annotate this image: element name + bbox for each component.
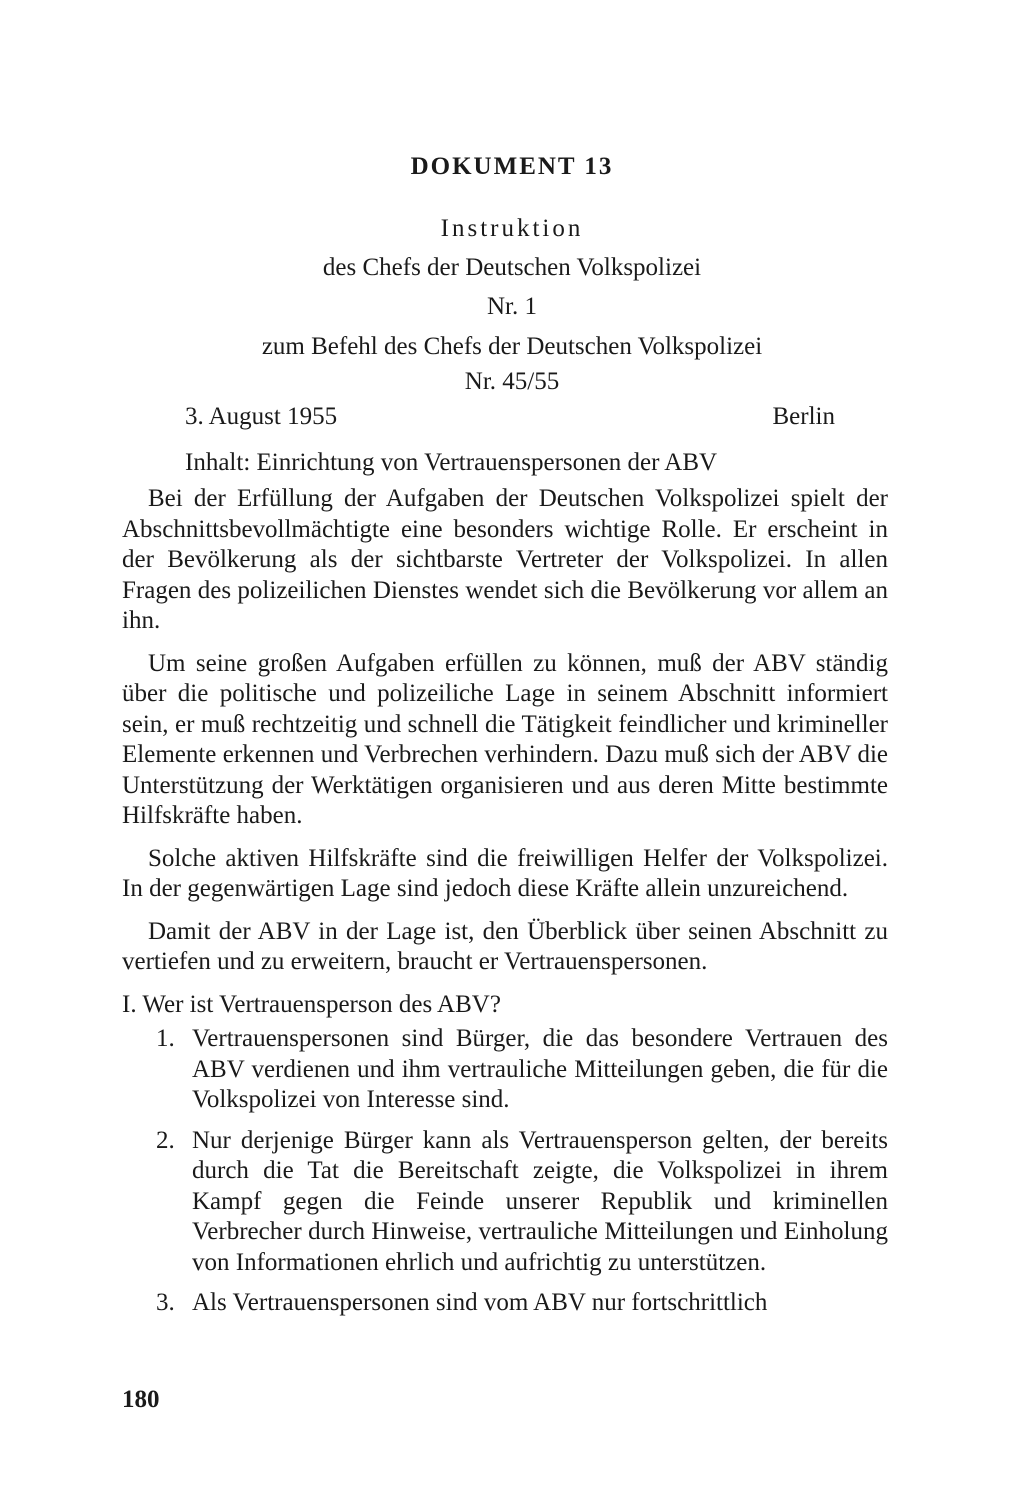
page-number: 180 bbox=[122, 1386, 160, 1413]
paragraph: Solche aktiven Hilfskräfte sind die freiwilligen Helfer der Volkspolizei. In der gegenwärtigen Lage sind jedoch diese Kräfte allein unzureichend. bbox=[122, 844, 888, 902]
header-number: Nr. 1 bbox=[487, 293, 537, 320]
numbered-list bbox=[122, 1024, 888, 1319]
document-date: 3. August 1955 bbox=[185, 403, 338, 430]
list-item bbox=[122, 1126, 888, 1279]
date-place-line bbox=[185, 403, 835, 431]
list-item-text: Vertrauenspersonen sind Bürger, die das besondere Vertrauen des ABV verdienen und ihm vertrauliche Mitteilungen geben, die für die Volkspolizei von Interesse sind. bbox=[192, 1025, 888, 1113]
content-summary: Inhalt: Einrichtung von Vertrauenspersonen der ABV bbox=[185, 449, 718, 476]
paragraph: Damit der ABV in der Lage ist, den Überblick über seinen Abschnitt zu vertiefen und zu erweitern, braucht er Vertrauenspersonen. bbox=[122, 917, 888, 975]
list-item-text: Nur derjenige Bürger kann als Vertrauensperson gelten, der bereits durch die Tat die Bereitschaft zeigte, die Volkspolizei in ihrem Kampf gegen die Feinde unserer Republik und kriminellen Verbrecher durch Hinweise, vertrauliche Mitteilungen und Einholung von Informationen ehrlich und aufrichtig zu unterstützen. bbox=[192, 1126, 888, 1276]
paragraph: Bei der Erfüllung der Aufgaben der Deutschen Volkspolizei spielt der Abschnittsbevollmächtigte eine besonders wichtige Rolle. Er erscheint in der Bevölkerung als der sichtbarste Vertreter der Volkspolizei. In allen Fragen des polizeilichen Dienstes wendet sich die Bevölkerung vor allem an ihn. bbox=[122, 485, 888, 634]
paragraph: Um seine großen Aufgaben erfüllen zu können, muß der ABV ständig über die politische und polizeiliche Lage in seinem Abschnitt informiert sein, er muß rechtzeitig und schnell die Tätigkeit feindlicher und krimineller Elemente erkennen und Verbrechen verhindern. Dazu muß sich der ABV die Unterstützung der Werktätigen organisieren und aus deren Mitte bestimmte Hilfskräfte haben. bbox=[122, 649, 888, 829]
list-item-number: 1. bbox=[156, 1025, 175, 1052]
header-order-number: Nr. 45/55 bbox=[464, 368, 560, 395]
header-reference: zum Befehl des Chefs der Deutschen Volkspolizei bbox=[261, 333, 763, 360]
header-issuer: des Chefs der Deutschen Volkspolizei bbox=[322, 254, 702, 281]
list-item-text: Als Vertrauenspersonen sind vom ABV nur fortschrittlich bbox=[192, 1289, 768, 1316]
document-place: Berlin bbox=[772, 403, 835, 430]
body-text bbox=[122, 484, 888, 1329]
list-item bbox=[122, 1288, 888, 1319]
list-item-number: 2. bbox=[156, 1126, 175, 1154]
list-item bbox=[122, 1024, 888, 1116]
list-item-number: 3. bbox=[156, 1289, 175, 1316]
header-instruktion: Instruktion bbox=[440, 215, 584, 242]
section-heading: I. Wer ist Vertrauensperson des ABV? bbox=[122, 990, 501, 1018]
document-title: DOKUMENT 13 bbox=[410, 153, 614, 180]
